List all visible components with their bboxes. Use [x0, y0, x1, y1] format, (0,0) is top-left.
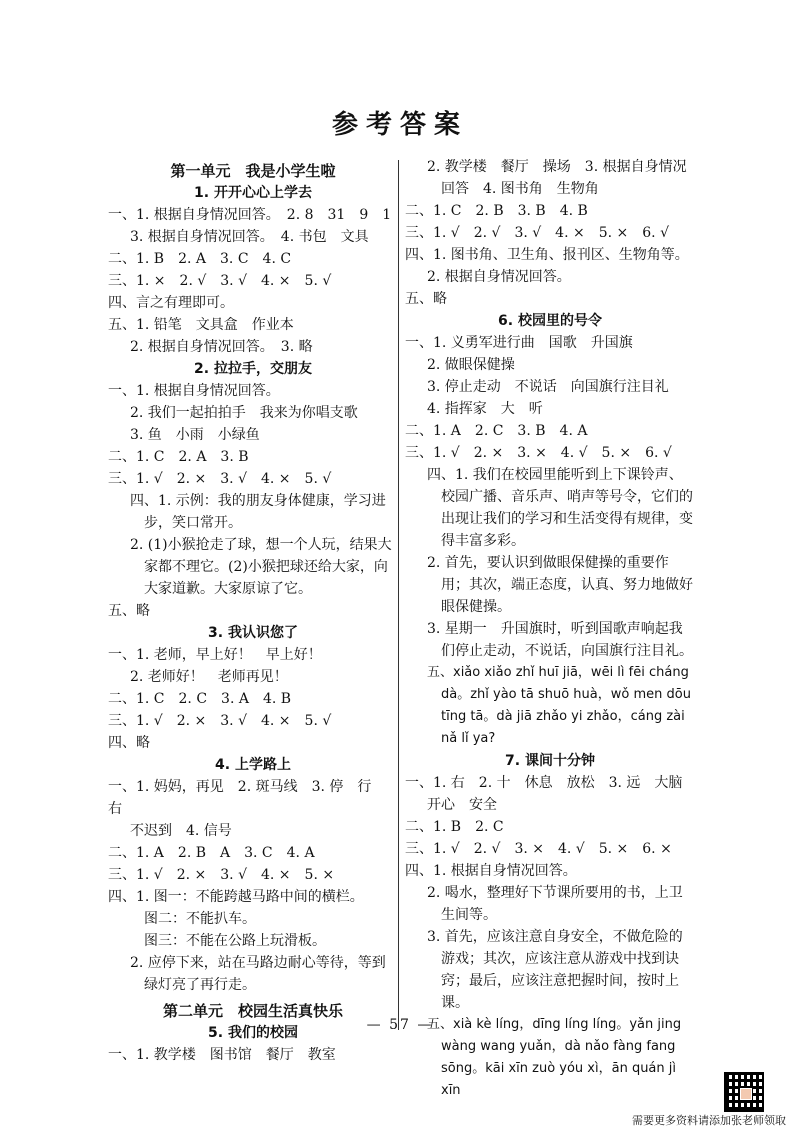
answer-line: 二、1. C 2. C 3. A 4. B [108, 691, 292, 707]
answer-line: 二、1. B 2. A 3. C 4. C [108, 251, 292, 267]
answer-line: 一、1. 教学楼 图书馆 餐厅 教室 [108, 1047, 336, 1063]
answer-line: 不迟到 4. 信号 [130, 823, 232, 839]
answer-line: 一、1. 妈妈，再见 2. 斑马线 3. 停 行 右 [108, 779, 386, 817]
footer-note: 需要更多资料请添加张老师领取 [632, 1114, 786, 1127]
lesson-7-title: 7. 课间十分钟 [505, 753, 595, 769]
answer-line: 2. 喝水，整理好下节课所要用的书，上卫生间等。 [427, 885, 683, 923]
page-number: — 57 — [366, 1017, 434, 1033]
answer-line: 一、1. 根据自身情况回答。 [108, 383, 280, 399]
answer-line: 五、略 [405, 291, 447, 307]
answer-line: 3. 星期一 升国旗时，听到国歌声响起我们停止走动，不说话，向国旗行注目礼。 [427, 621, 693, 659]
lesson-1-title: 1. 开开心心上学去 [194, 185, 312, 201]
answer-line: 2. 做眼保健操 [427, 357, 515, 373]
answer-line: 图三：不能在公路上玩滑板。 [144, 933, 326, 949]
answer-line: 一、1. 义勇军进行曲 国歌 升国旗 [405, 335, 633, 351]
answer-line: 四、言之有理即可。 [108, 295, 234, 311]
left-column [108, 156, 398, 1066]
answer-line: 三、1. √ 2. √ 3. × 4. √ 5. × 6. × [405, 841, 672, 857]
answer-line: 2. 根据自身情况回答。 [427, 269, 571, 285]
answer-line: 2. 我们一起拍拍手 我来为你唱支歌 [130, 405, 358, 421]
lesson-3-title: 3. 我认识您了 [208, 625, 298, 641]
answer-line: 四、1. 图书角、卫生角、报刊区、生物角等。 [405, 247, 689, 263]
answer-line: 一、1. 右 2. 十 休息 放松 3. 远 大脑 [405, 775, 683, 791]
answer-line: 2. 根据自身情况回答。 3. 略 [130, 339, 313, 355]
answer-line: 三、1. √ 2. √ 3. √ 4. × 5. × 6. √ [405, 225, 669, 241]
answer-line: 三、1. √ 2. × 3. √ 4. × 5. √ [108, 471, 332, 487]
answer-line: 一、1. 老师，早上好！ 早上好！ [108, 647, 322, 663]
pinyin-answer-line: 五、xiǎo xiǎo zhǐ huī jiā，wēi lì fēi cháng dà。zhǐ yào tā shuō huà，wǒ men dōu tīng tā。dà jiā zhǎo yi zhǎo，cáng zài nǎ lǐ ya? [427, 665, 696, 746]
answer-line: 二、1. C 2. A 3. B [108, 449, 249, 465]
answer-line: 3. 停止走动 不说话 向国旗行注目礼 [427, 379, 669, 395]
answer-line: 3. 根据自身情况回答。 4. 书包 文具 [130, 229, 369, 245]
answer-line: 五、略 [108, 603, 150, 619]
answer-line: 四、1. 根据自身情况回答。 [405, 863, 577, 879]
answer-line: 开心 安全 [427, 797, 497, 813]
unit-2-heading: 第二单元 校园生活真快乐 [162, 1002, 343, 1020]
right-column [405, 156, 695, 1102]
answer-line: 三、1. × 2. √ 3. √ 4. × 5. √ [108, 273, 332, 289]
answer-line: 2. (1)小猴抢走了球，想一个人玩，结果大家都不理它。(2)小猴把球还给大家，向大家道歉。大家原谅了它。 [130, 537, 392, 597]
answer-line: 2. 应停下来，站在马路边耐心等待，等到绿灯亮了再行走。 [130, 955, 386, 993]
answer-line: 三、1. √ 2. × 3. × 4. √ 5. × 6. √ [405, 445, 672, 461]
answer-line: 图二：不能扒车。 [144, 911, 256, 927]
answer-line: 三、1. √ 2. × 3. √ 4. × 5. √ [108, 713, 332, 729]
answer-line: 二、1. A 2. B A 3. C 4. A [108, 845, 315, 861]
lesson-5-title: 5. 我们的校园 [208, 1025, 298, 1041]
lesson-4-title: 4. 上学路上 [215, 757, 291, 773]
lesson-6-title: 6. 校园里的号令 [498, 313, 602, 329]
lesson-2-title: 2. 拉拉手，交朋友 [194, 361, 312, 377]
pinyin-answer-line: 五、xià kè líng，dīng líng líng。yǎn jing wàng wang yuǎn，dà nǎo fàng fang sōng。kāi xīn zuò yóu xì，ān quán jì xīn [427, 1017, 686, 1098]
column-divider [398, 160, 399, 1030]
page-title: 参考答案 [331, 110, 468, 140]
answer-line: 2. 首先，要认识到做眼保健操的重要作用；其次，端正态度，认真、努力地做好眼保健操。 [427, 555, 693, 615]
answer-line: 3. 鱼 小雨 小绿鱼 [130, 427, 260, 443]
qr-code-icon [724, 1072, 764, 1112]
answer-line: 二、1. B 2. C [405, 819, 504, 835]
answer-line: 一、1. 根据自身情况回答。 2. 8 31 9 1 [108, 207, 392, 223]
answer-line: 四、1. 我们在校园里能听到上下课铃声、校园广播、音乐声、哨声等号令，它们的出现让我们的学习和生活变得有规律，变得丰富多彩。 [427, 467, 693, 549]
answer-line: 二、1. A 2. C 3. B 4. A [405, 423, 588, 439]
answer-line: 四、略 [108, 735, 150, 751]
answer-line: 二、1. C 2. B 3. B 4. B [405, 203, 588, 219]
answer-line: 四、1. 示例：我的朋友身体健康，学习进步，笑口常开。 [130, 493, 386, 531]
answer-line: 四、1. 图一：不能跨越马路中间的横栏。 [108, 889, 364, 905]
answer-line: 3. 首先，应该注意自身安全，不做危险的游戏；其次，应该注意从游戏中找到诀窍；最后，应该注意把握时间，按时上课。 [427, 929, 683, 1011]
answer-line: 2. 教学楼 餐厅 操场 3. 根据自身情况回答 4. 图书角 生物角 [427, 159, 687, 197]
answer-line: 三、1. √ 2. × 3. √ 4. × 5. × [108, 867, 335, 883]
answer-line: 4. 指挥家 大 听 [427, 401, 543, 417]
answer-line: 五、1. 铅笔 文具盒 作业本 [108, 317, 294, 333]
unit-1-heading: 第一单元 我是小学生啦 [170, 162, 336, 180]
answer-line: 2. 老师好！ 老师再见！ [130, 669, 288, 685]
